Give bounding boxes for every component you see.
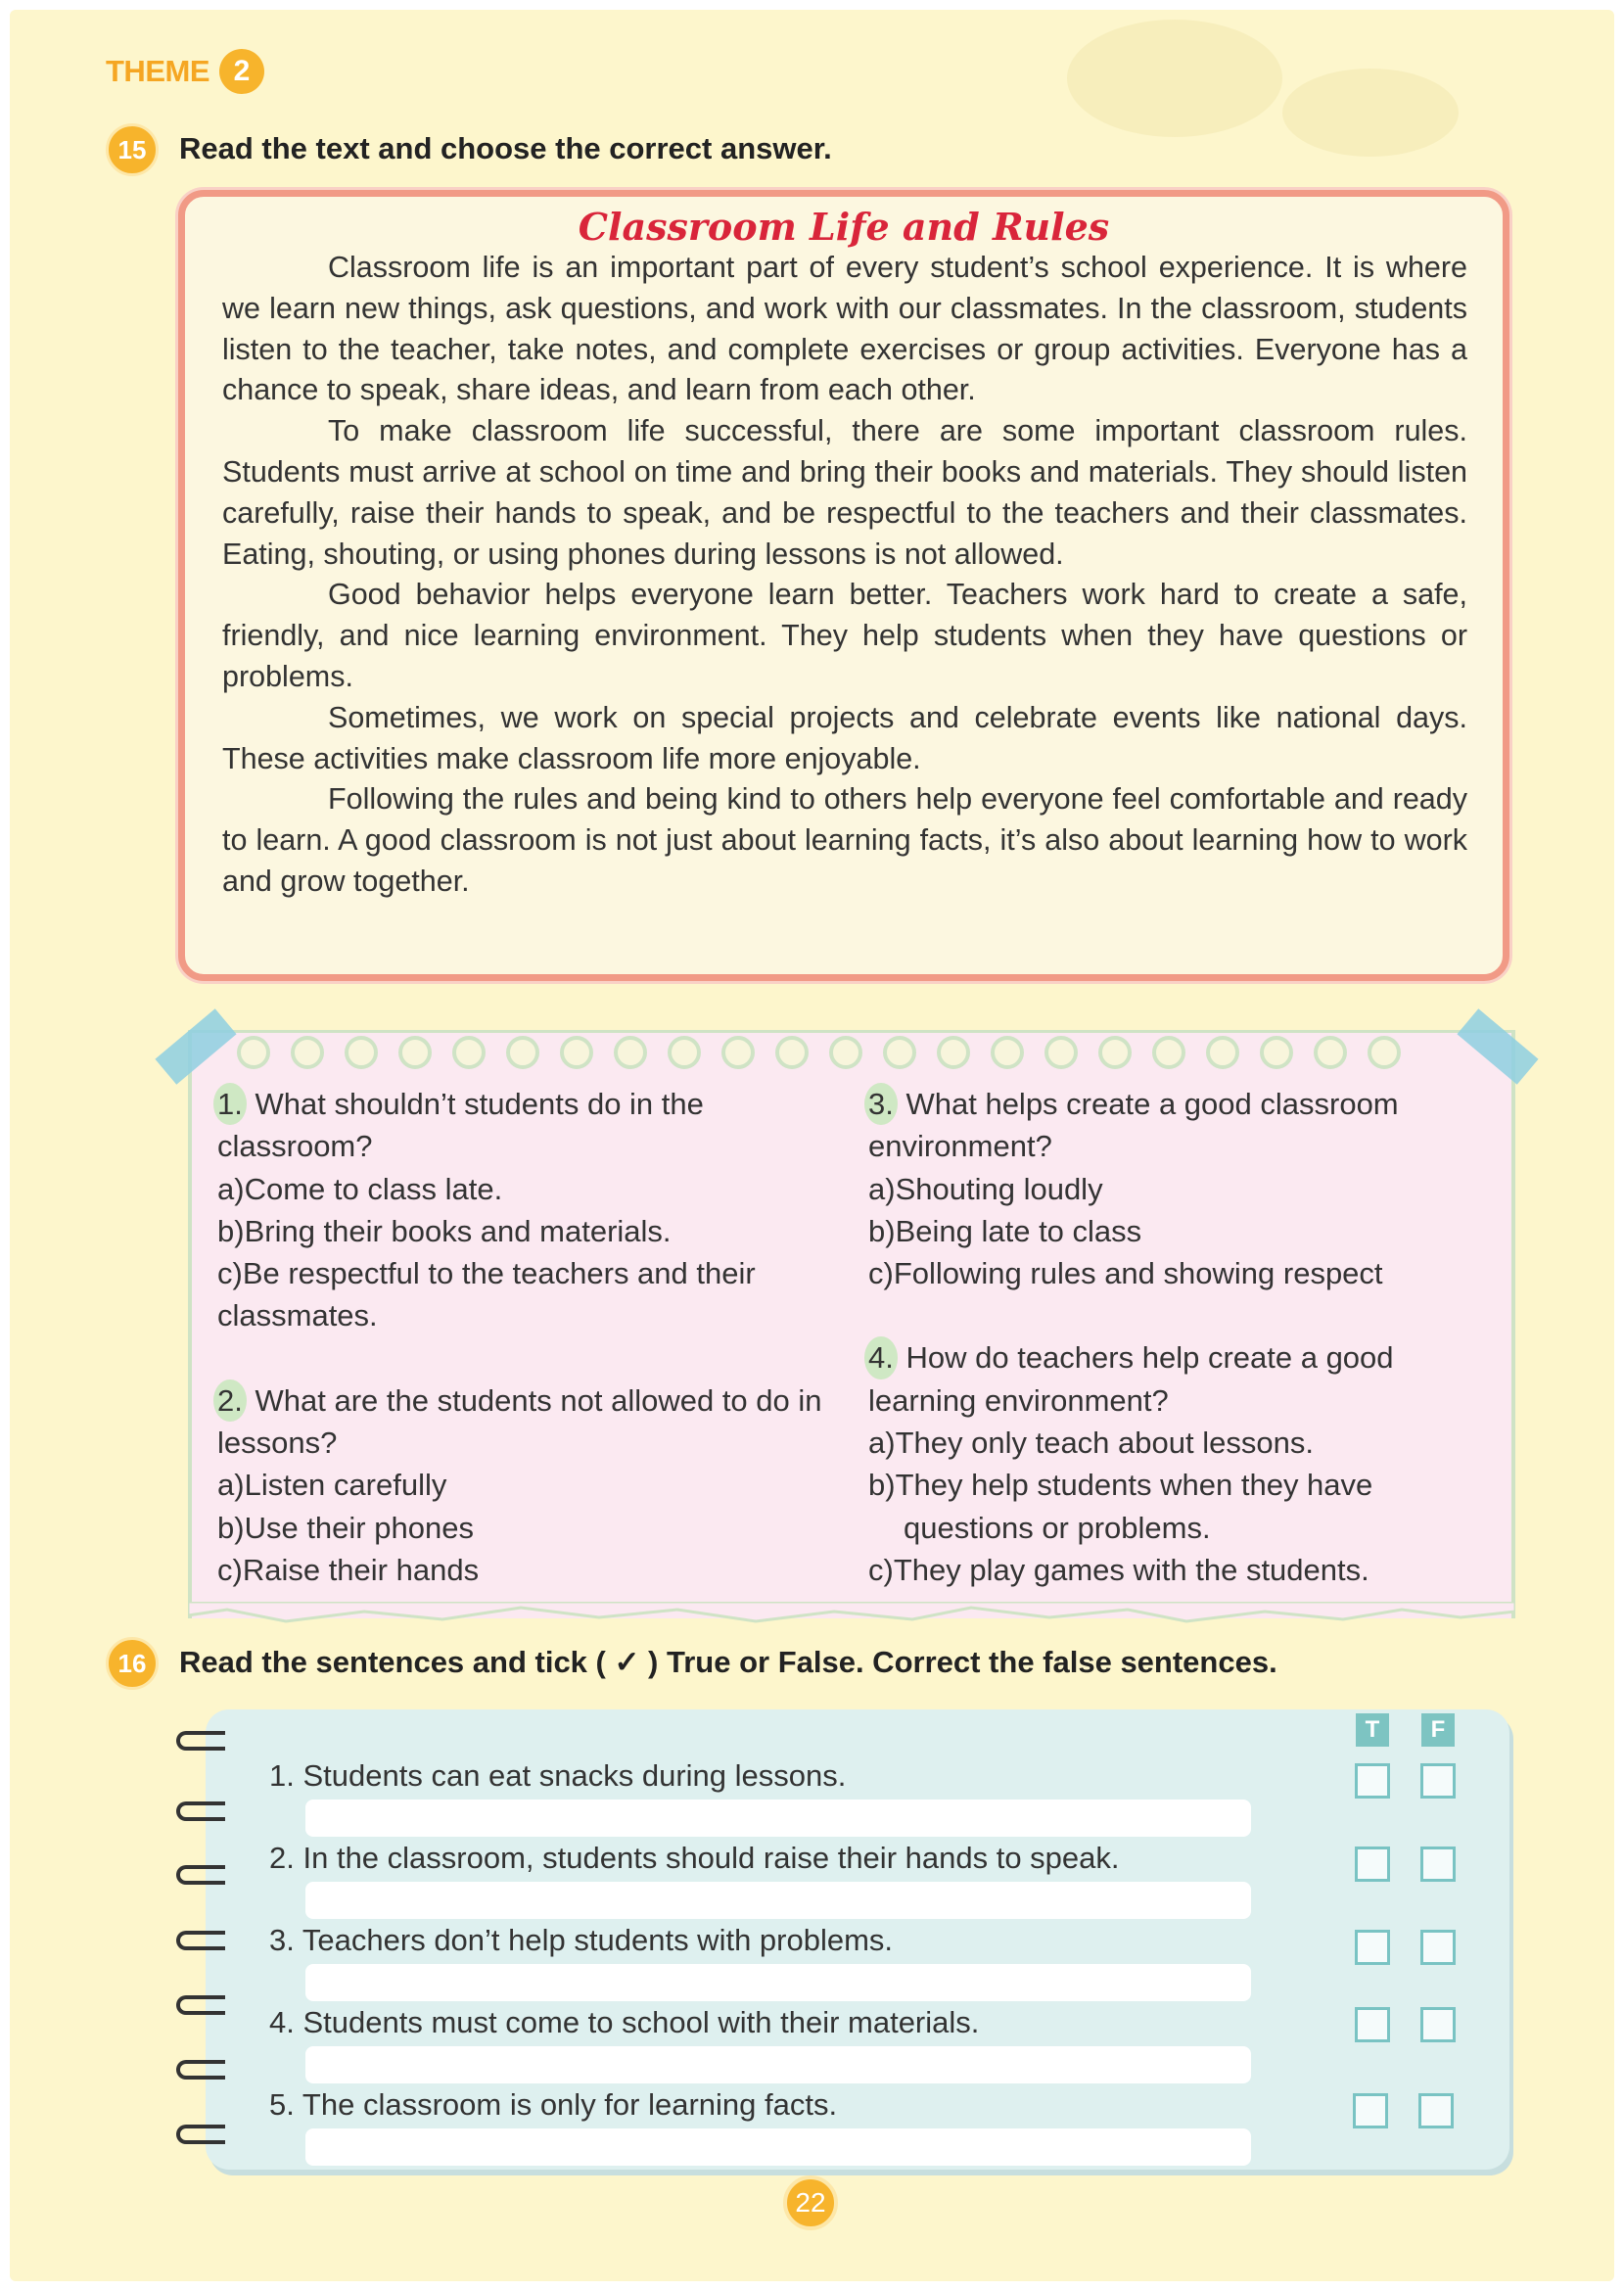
question <box>868 1336 1465 1422</box>
option-letter: c) <box>217 1552 243 1587</box>
option-text: Come to class late. <box>244 1171 503 1206</box>
false-checkbox[interactable] <box>1420 1930 1456 1965</box>
option-text: Be respectful to the teachers and their classmates. <box>217 1256 756 1333</box>
ring-hole <box>1260 1036 1293 1069</box>
spiral-binding <box>176 2125 225 2144</box>
torn-edge <box>188 1602 1515 1623</box>
option-text: Shouting loudly <box>895 1171 1103 1206</box>
ring-hole <box>883 1036 916 1069</box>
ring-hole <box>506 1036 539 1069</box>
question <box>217 1379 824 1465</box>
sentence-text: Students must come to school with their materials. <box>302 2005 980 2039</box>
answer-option[interactable] <box>217 1464 824 1506</box>
question-number: 3. <box>864 1083 898 1125</box>
spacer <box>217 1337 824 1379</box>
answer-option[interactable] <box>217 1252 824 1337</box>
ring-hole <box>1044 1036 1078 1069</box>
answer-option[interactable] <box>217 1210 824 1252</box>
true-checkbox[interactable] <box>1355 1763 1390 1799</box>
answer-option[interactable] <box>868 1210 1465 1252</box>
reading-title: Classroom Life and Rules <box>578 205 1110 249</box>
ring-hole <box>1314 1036 1347 1069</box>
question-text: What are the students not allowed to do in lessons? <box>217 1382 822 1461</box>
spiral-binding <box>176 1731 225 1751</box>
option-letter: b) <box>868 1213 896 1248</box>
exercise-number-badge: 16 <box>106 1637 159 1690</box>
tf-sentence <box>269 1923 893 1958</box>
ring-hole <box>829 1036 862 1069</box>
true-column-header: T <box>1356 1713 1389 1747</box>
false-checkbox[interactable] <box>1420 1763 1456 1799</box>
sentence-text: The classroom is only for learning facts. <box>302 2087 838 2122</box>
page-number-badge: 22 <box>783 2175 838 2230</box>
false-checkbox[interactable] <box>1418 2093 1454 2128</box>
questions-right-column <box>868 1083 1465 1591</box>
option-letter: a) <box>217 1468 245 1503</box>
option-text: They only teach about lessons. <box>895 1426 1314 1461</box>
option-letter: c) <box>868 1552 894 1587</box>
correction-line[interactable] <box>305 1882 1251 1919</box>
answer-option[interactable] <box>868 1168 1465 1210</box>
question <box>217 1083 824 1168</box>
spiral-binding <box>176 1931 225 1950</box>
question-number: 4. <box>864 1336 898 1379</box>
reading-paragraph: To make classroom life successful, there are some important classroom rules. Students must arrive at school on time and bring their books and materials. They should listen carefully, raise their hands to speak, and be respectful to the teachers and their classmates. Eating, shouting, or using phones during lessons is not allowed. <box>222 414 1467 571</box>
sentence-number: 5. <box>269 2087 295 2122</box>
option-letter: b) <box>217 1213 245 1248</box>
question-number: 2. <box>213 1379 247 1422</box>
ring-hole <box>345 1036 378 1069</box>
ring-hole <box>991 1036 1024 1069</box>
answer-option[interactable] <box>217 1507 824 1549</box>
option-text: Listen carefully <box>244 1468 447 1503</box>
option-text: They help students when they have questions or problems. <box>895 1468 1373 1545</box>
sentence-text: Students can eat snacks during lessons. <box>302 1758 847 1793</box>
tf-sentence <box>269 1841 1120 1876</box>
reading-paragraph: Classroom life is an important part of every student’s school experience. It is where we learn new things, ask questions, and work with our classmates. In the classroom, students listen to the teacher, take notes, and complete exercises or group activities. Everyone has a chance to speak, share ideas, and learn from each other. <box>222 251 1467 407</box>
ring-hole <box>1206 1036 1239 1069</box>
answer-option[interactable] <box>868 1252 1465 1294</box>
question-text: How do teachers help create a good learning environment? <box>868 1340 1394 1418</box>
true-checkbox[interactable] <box>1355 1930 1390 1965</box>
spiral-binding <box>176 1995 225 2015</box>
ring-hole <box>237 1036 270 1069</box>
ring-hole <box>291 1036 324 1069</box>
question-text: What helps create a good classroom environment? <box>868 1087 1399 1164</box>
question <box>868 1083 1465 1168</box>
option-text: They play games with the students. <box>893 1552 1369 1587</box>
ring-hole <box>398 1036 432 1069</box>
tf-sentence <box>269 2087 837 2123</box>
ring-hole <box>721 1036 755 1069</box>
true-checkbox[interactable] <box>1355 1847 1390 1882</box>
reading-paragraph: Following the rules and being kind to others help everyone feel comfortable and ready to learn. A good classroom is not just about learning facts, it’s also about learning how to work and grow together. <box>222 782 1467 898</box>
option-letter: c) <box>217 1256 243 1291</box>
question-number: 1. <box>213 1083 247 1125</box>
option-text: Use their phones <box>244 1510 474 1545</box>
ring-hole <box>452 1036 486 1069</box>
option-text: Bring their books and materials. <box>244 1213 672 1248</box>
exercise-instruction: Read the sentences and tick ( ✓ ) True or False. Correct the false sentences. <box>179 1645 1277 1679</box>
option-text: Following rules and showing respect <box>893 1256 1383 1291</box>
option-letter: a) <box>868 1426 896 1461</box>
spiral-binding <box>176 1801 225 1821</box>
background-leaf-decoration <box>1067 20 1282 137</box>
theme-header <box>106 49 264 94</box>
ring-hole <box>1098 1036 1132 1069</box>
option-letter: a) <box>217 1171 245 1206</box>
sentence-number: 2. <box>269 1841 295 1875</box>
reading-paragraph: Sometimes, we work on special projects and celebrate events like national days. These activities make classroom life more enjoyable. <box>222 700 1467 775</box>
true-checkbox[interactable] <box>1355 2007 1390 2042</box>
ring-hole <box>775 1036 809 1069</box>
answer-option[interactable] <box>868 1464 1465 1549</box>
ring-hole <box>560 1036 593 1069</box>
answer-option[interactable] <box>868 1422 1465 1464</box>
exercise-number-badge: 15 <box>106 123 159 176</box>
option-letter: b) <box>217 1510 245 1545</box>
option-letter: c) <box>868 1256 894 1291</box>
reading-text <box>222 248 1467 903</box>
reading-paragraph: Good behavior helps everyone learn better. Teachers work hard to create a safe, friendly, and nice learning environment. They help students when they have questions or problems. <box>222 578 1467 693</box>
option-text: Being late to class <box>895 1213 1142 1248</box>
reading-box <box>178 190 1509 981</box>
exercise-instruction: Read the text and choose the correct answer. <box>179 131 832 165</box>
ring-hole <box>668 1036 701 1069</box>
ring-hole <box>1368 1036 1401 1069</box>
answer-option[interactable] <box>217 1549 824 1591</box>
questions-left-column <box>217 1083 824 1591</box>
sentence-text: Teachers don’t help students with problems. <box>302 1923 894 1957</box>
correction-line[interactable] <box>305 2128 1251 2166</box>
false-checkbox[interactable] <box>1420 2007 1456 2042</box>
ring-hole <box>937 1036 970 1069</box>
sentence-text: In the classroom, students should raise their hands to speak. <box>302 1841 1120 1875</box>
tf-sentence <box>269 1758 846 1794</box>
theme-number-badge: 2 <box>219 49 264 94</box>
spiral-binding <box>176 2060 225 2080</box>
sentence-number: 1. <box>269 1758 295 1793</box>
ring-hole <box>614 1036 647 1069</box>
notepad-rings <box>237 1036 1401 1069</box>
sentence-number: 3. <box>269 1923 295 1957</box>
answer-option[interactable] <box>868 1549 1465 1591</box>
question-text: What shouldn’t students do in the classroom? <box>217 1087 704 1164</box>
background-leaf-decoration <box>1282 69 1459 157</box>
option-text: Raise their hands <box>242 1552 480 1587</box>
false-checkbox[interactable] <box>1420 1847 1456 1882</box>
correction-line[interactable] <box>305 1800 1251 1837</box>
theme-label: THEME <box>106 54 209 88</box>
false-column-header: F <box>1421 1713 1455 1747</box>
answer-option[interactable] <box>217 1168 824 1210</box>
tf-sentence <box>269 2005 979 2040</box>
correction-line[interactable] <box>305 1964 1251 2001</box>
sentence-number: 4. <box>269 2005 295 2039</box>
spacer <box>868 1294 1465 1336</box>
option-letter: a) <box>868 1171 896 1206</box>
option-letter: b) <box>868 1468 896 1503</box>
correction-line[interactable] <box>305 2046 1251 2083</box>
ring-hole <box>1152 1036 1185 1069</box>
spiral-binding <box>176 1865 225 1885</box>
true-checkbox[interactable] <box>1353 2093 1388 2128</box>
